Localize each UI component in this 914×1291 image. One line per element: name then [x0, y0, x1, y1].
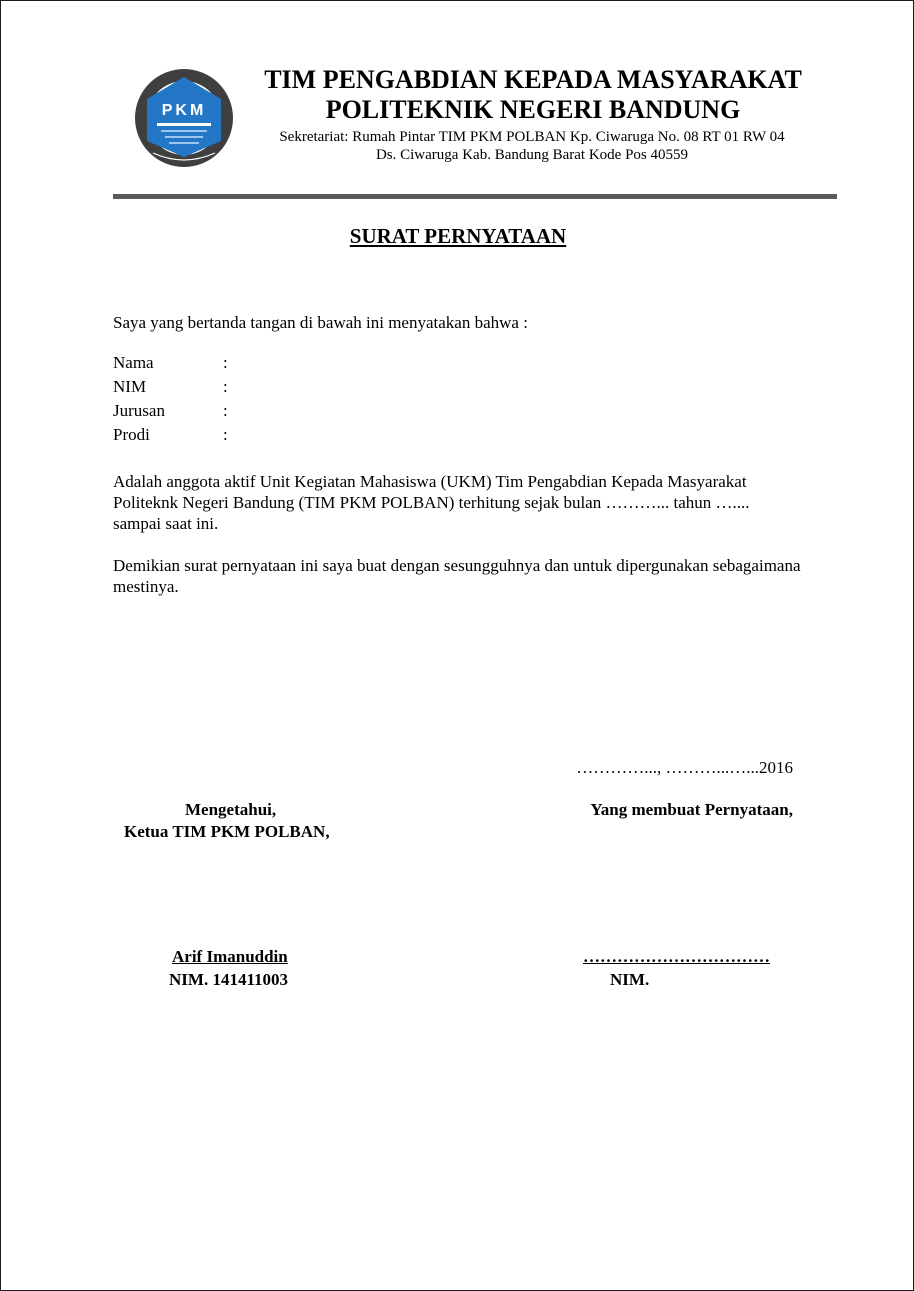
address-line2: Ds. Ciwaruga Kab. Bandung Barat Kode Pos 40559 — [375, 147, 689, 163]
membership-paragraph — [113, 471, 813, 534]
field-colon: : — [223, 401, 228, 420]
membership-text: Adalah anggota aktif Unit Kegiatan Mahasiswa (UKM) Tim Pengabdian Kepada Masyarakat Politeknk Negeri Bandung (TIM PKM POLBAN) terhitung sejak bulan ………... tahun ….... — [113, 472, 750, 512]
field-colon: : — [223, 377, 228, 396]
chair-name: Arif Imanuddin — [172, 947, 288, 966]
header-divider — [113, 194, 837, 199]
declarant-label: Yang membuat Pernyataan, — [590, 800, 793, 819]
declarant-name-blank: …………………………… — [583, 947, 770, 966]
chair-title: Ketua TIM PKM POLBAN, — [124, 822, 330, 841]
closing-paragraph: Demikian surat pernyataan ini saya buat dengan sesungguhnya dan untuk dipergunakan sebagaimana mestinya. — [113, 556, 801, 596]
chair-nim: NIM. 141411003 — [169, 970, 288, 989]
document-title: SURAT PERNYATAAN — [349, 224, 567, 248]
intro-text: Saya yang bertanda tangan di bawah ini menyatakan bahwa : — [113, 313, 528, 332]
field-label-jurusan: Jurusan — [113, 401, 165, 420]
declarant-nim: NIM. — [610, 970, 650, 989]
membership-text-end: sampai saat ini. — [113, 514, 219, 533]
field-label-nim: NIM — [113, 377, 147, 396]
svg-text:PKM: PKM — [161, 102, 207, 119]
address-line1: Sekretariat: Rumah Pintar TIM PKM POLBAN Kp. Ciwaruga No. 08 RT 01 RW 04 — [279, 129, 785, 145]
acknowledged-label: Mengetahui, — [185, 800, 277, 819]
org-name-line2: POLITEKNIK NEGERI BANDUNG — [325, 95, 741, 124]
org-name-line1: TIM PENGABDIAN KEPADA MASYARAKAT — [264, 65, 802, 94]
field-label-nama: Nama — [113, 353, 154, 372]
place-date: …………..., ………...…...2016 — [576, 758, 793, 777]
field-label-prodi: Prodi — [113, 425, 150, 444]
field-colon: : — [223, 353, 228, 372]
field-colon: : — [223, 425, 228, 444]
